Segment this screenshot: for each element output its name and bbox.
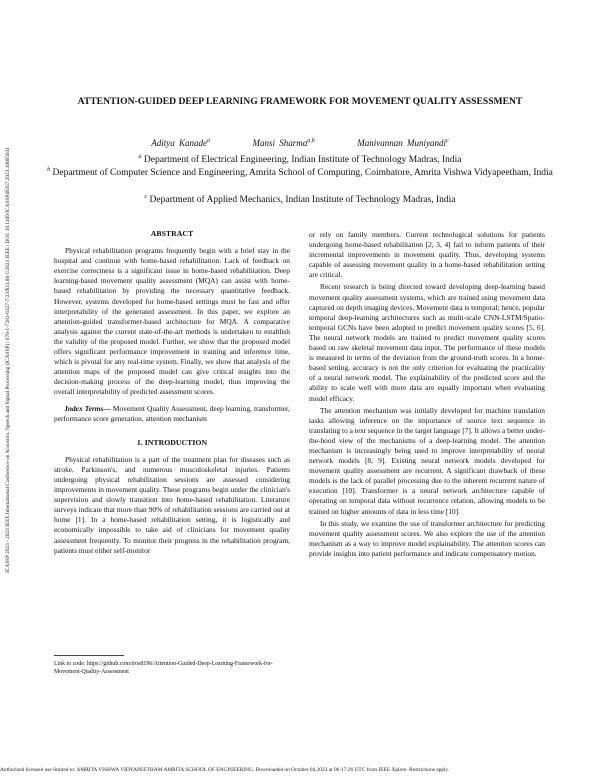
right-paragraph-1: or rely on family members. Current technological solutions for patients undergoing home-based rehabilitation [2, 3, 4] fail to inform patients of their incremental improvements in movement quality. Thus, developing systems capable of assessing movement quality in a home-based rehabilitation setting are critical. [309,230,545,280]
author-name: Aditya Kanade [151,138,208,148]
code-footnote: Link to code: https://github.com/tros8196/Attention-Guided-Deep-Learning-Framework-for-Movement-Quality-Assessment [54,661,273,675]
author-name: Manivannan Muniyandi [357,138,447,148]
right-paragraph-2: Recent research is being directed toward developing deep-learning based movement quality assessment systems, which are trained using movement data captured on depth imaging devices. Movement data is temporal; hence, popular temporal deep-learning architectures such as multi-scale CNN-LSTM/Spatio-temporal GCNs have been adopted to predict movement quality scores [5, 6]. The neural network models are trained to predict movement quality scores based on raw skeletal movement data input. The performance of these models is measured in terms of the deviation from the ground-truth scores. In a home-based setting, accuracy is not the only criterion for evaluating the practicality of a neural network model. The explainability of the predicted score and the ability to scale well with more data are equally important when evaluating model efficacy. [309,282,545,403]
affiliation-sup: c [144,194,148,200]
footnote-rule [54,655,124,656]
author-sup: c [446,138,449,144]
intro-heading: 1. INTRODUCTION [136,437,208,447]
license-notice: Authorized licensed use limited to: AMRITA VISHWA VIDYAPEETHAM AMRITA SCHOOL OF ENGINEERING. Downloaded on October 04,2023 at 06:17:26 UTC from IEEE Xplore. Restrictions apply. [0,767,450,773]
author-sup: a [207,138,211,144]
index-terms-text: Movement Quality Assessment, deep learning, transformer, performance score generation, attention mechanism [54,403,290,423]
intro-paragraph: Physical rehabilitation is a part of the treatment plan for diseases such as stroke, Parkinson's, and numerous musculoskeletal injuries. Patients undergoing physical rehabilitation sessions are assessed considering improvements in movement quality. These programs begin under the clinician's supervision and slowly transition into home-based rehabilitation. Literature surveys indicate that more than 90% of rehabilitation sessions are carried out at home [1]. In a home-based rehabilitation setting, it is logistically and economically impossible to take aid of clinicians for movement quality assessment frequently. To monitor their progress in the rehabilitation program, patients must either self-monitor [54,454,290,555]
index-terms-label: Index Terms— [65,403,111,413]
author-name: Mansi Sharma [252,138,308,148]
ieee-sidebar-notice [0,65,16,665]
abstract-text: Physical rehabilitation programs frequently begin with a brief stay in the hospital and continue with home-based rehabilitation. Lack of feedback on exercise correctness is a significant issue in home-based rehabilitation. Deep learning-based movement quality assessment (MQA) can assist with home-based rehabilitation by providing the necessary quantitative feedback. However, systems developed for home-based settings must be fast and offer interpretability of the generated assessment. In this paper, we explore an attention-guided transformer-based architecture for MQA. A comparative analysis against the current state-of-the-art methods is undertaken to establish the validity of the proposed model. Further, we show that the proposed model offers significant performance improvement in training and inference time, which is pivotal for any real-time system. Finally, we show that analysis of the attention maps of the proposed model can give critical insights into the decision-making process of the deep-learning model, thus improving the overall interpretability of predicted assessment scores. [54,246,290,397]
sidebar-text: ICASSP 2023 - 2023 IEEE International Conference on Acoustics, Speech and Signal Processing (ICASSP) | 978-1-7281-6327-7/23/$31.00 ©2023 IEEE | DOI: 10.1109/ICASSP49357.2023.10095031 [5,147,11,573]
author-list [60,138,540,148]
abstract-heading: ABSTRACT [150,229,194,238]
affiliation-sup: a [138,154,142,160]
affiliation-sup: b [47,167,51,173]
affiliation-text: Department of Computer Science and Engineering, Amrita School of Computing, Coimbatore, Amrita Vishwa Vidyapeetham, India [52,168,553,179]
affiliation-text: Department of Electrical Engineering, Indian Institute of Technology Madras, India [143,155,462,166]
affiliation-c [40,191,560,207]
right-paragraph-4: In this study, we examine the use of transformer architecture for predicting movement quality assessment scores. We also explore the use of the attention mechanism as a way to improve model explainability. The attention scores can provide insights into patient performance and indicate compensatory motion. [309,518,545,558]
right-column [309,230,545,559]
affiliation-text: Department of Applied Mechanics, Indian Institute of Technology Madras, India [149,195,456,206]
right-paragraph-3: The attention mechanism was initially developed for machine translation tasks allowing inference on the importance of source text sequence in translating to a text sequence in the target language [7]. It allows a better under-the-hood view of the mechanisms of a deep-learning model. The attention mechanism is increasingly being used to improve interpretability of neural network models [8, 9]. Existing neural network models developed for movement quality assessment are recurrent. A significant drawback of these models is the lack of parallel processing due to the inherent recurrent nature of execution [10]. Transformer is a neural network architecture capable of operating on temporal data without recurrence relation, allowing models to be trained on higher amounts of data in less time [10]. [309,405,545,516]
left-column [54,229,290,556]
index-terms [54,404,290,424]
paper-title: ATTENTION-GUIDED DEEP LEARNING FRAMEWORK FOR MOVEMENT QUALITY ASSESSMENT [77,96,523,107]
affiliation-b [40,164,560,180]
author-sup: a,b [307,138,315,144]
